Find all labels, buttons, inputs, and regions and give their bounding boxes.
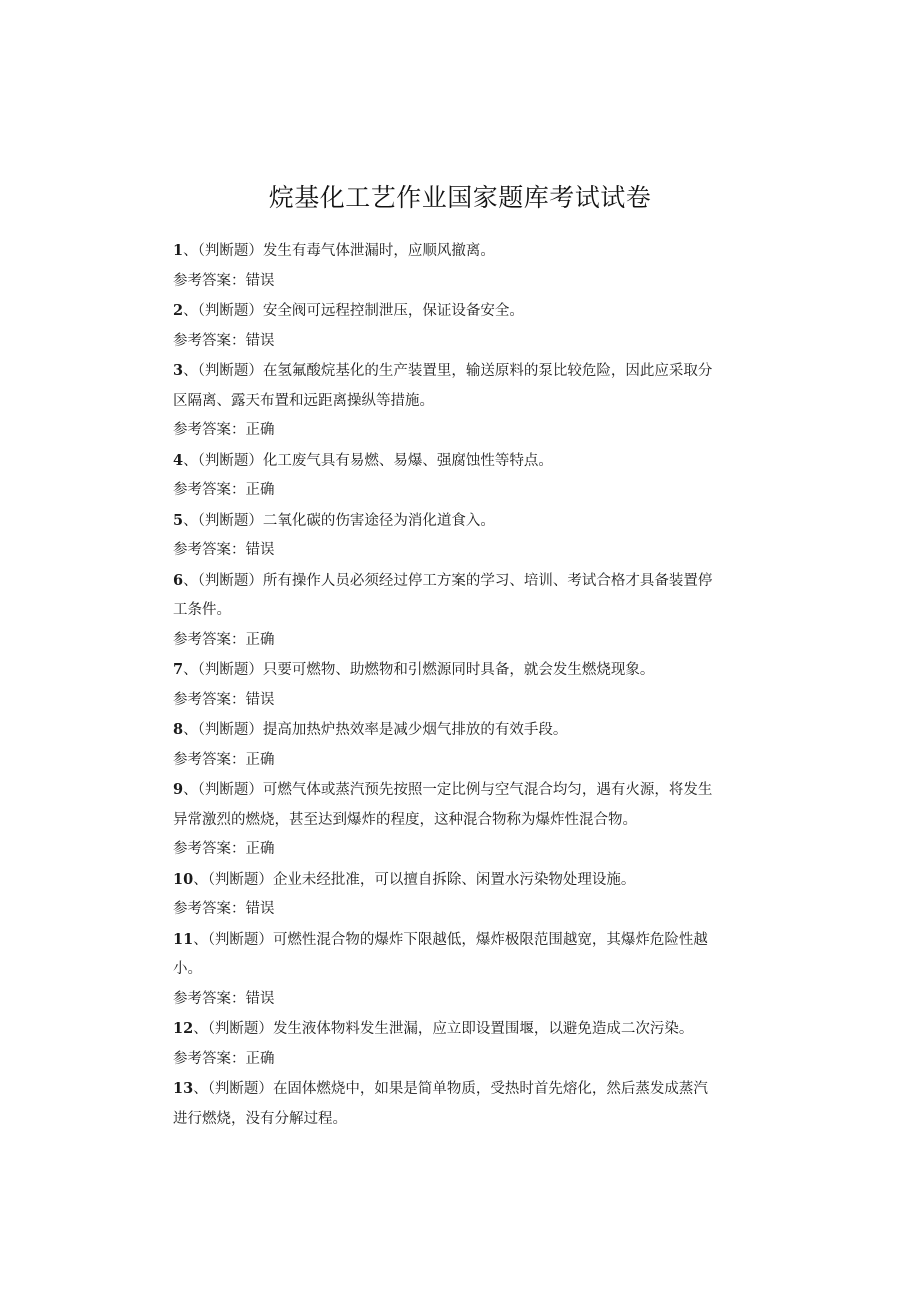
question-text <box>173 356 763 387</box>
question-line-text: 进行燃烧，没有分解过程。 <box>173 1110 347 1127</box>
answer-label: 参考答案： <box>173 841 246 857</box>
question-number: 11 <box>173 930 194 948</box>
question-text <box>173 925 763 956</box>
question-line-text: 所有操作人员必须经过停工方案的学习、培训、考试合格才具备装置停 <box>262 572 713 589</box>
answer-value: 正确 <box>245 482 275 498</box>
question-number: 13 <box>173 1080 194 1097</box>
question-number: 3 <box>173 362 184 379</box>
question-text <box>173 506 763 537</box>
question-item <box>173 356 763 446</box>
question-line-text: 区隔离、露天布置和远距离操纵等措施。 <box>173 392 434 409</box>
question-line-text: 工条件。 <box>173 602 231 618</box>
answer-value: 错误 <box>245 901 275 917</box>
answer-value: 错误 <box>245 542 275 558</box>
reference-answer <box>173 327 763 357</box>
question-type: （判断题） <box>197 303 263 319</box>
question-text-continued <box>173 387 763 417</box>
question-separator: 、 <box>193 1081 208 1097</box>
question-text <box>173 655 763 686</box>
question-text <box>173 566 763 597</box>
question-separator: 、 <box>183 782 198 798</box>
answer-label: 参考答案： <box>173 1050 246 1067</box>
question-number: 9 <box>173 781 184 798</box>
question-item <box>173 925 763 1015</box>
question-text <box>173 236 763 267</box>
reference-answer <box>173 267 763 297</box>
answer-value: 错误 <box>245 272 275 289</box>
question-separator: 、 <box>193 1021 208 1037</box>
question-type: （判断题） <box>207 1021 273 1037</box>
answer-label: 参考答案： <box>173 631 246 648</box>
answer-value: 正确 <box>245 751 275 768</box>
question-item <box>173 1074 763 1134</box>
question-item <box>173 566 763 656</box>
question-line-text: 在氢氟酸烷基化的生产装置里，输送原料的泵比较危险，因此应采取分 <box>262 363 713 379</box>
question-item <box>173 865 763 925</box>
reference-answer <box>173 746 763 776</box>
question-type: （判断题） <box>197 572 263 589</box>
question-number: 12 <box>173 1020 194 1037</box>
answer-value: 正确 <box>245 422 275 438</box>
answer-value: 错误 <box>245 691 275 708</box>
reference-answer <box>173 476 763 506</box>
question-number: 4 <box>173 451 184 469</box>
question-type: （判断题） <box>207 1081 273 1097</box>
question-text <box>173 865 763 896</box>
question-item <box>173 655 763 715</box>
reference-answer <box>173 536 763 566</box>
question-line-text: 小。 <box>173 961 202 977</box>
question-type: （判断题） <box>207 871 273 888</box>
question-type: （判断题） <box>197 782 263 798</box>
answer-label: 参考答案： <box>173 332 246 349</box>
question-line-text: 发生有毒气体泄漏时，应顺风撤离。 <box>262 243 495 259</box>
question-number: 8 <box>173 721 184 738</box>
question-type: （判断题） <box>197 243 263 259</box>
question-type: （判断题） <box>197 662 263 678</box>
question-line-text: 企业未经批准，可以擅自拆除、闲置水污染物处理设施。 <box>272 871 636 888</box>
document-title: 烷基化工艺作业国家题库考试试卷 <box>268 183 652 212</box>
question-text-continued <box>173 955 763 985</box>
question-line-text: 二氧化碳的伤害途径为消化道食入。 <box>262 512 495 529</box>
question-number: 7 <box>173 661 184 678</box>
question-separator: 、 <box>183 363 198 379</box>
reference-answer <box>173 835 763 865</box>
reference-answer <box>173 686 763 716</box>
question-type: （判断题） <box>197 363 263 379</box>
question-line-text: 化工废气具有易燃、易爆、强腐蚀性等特点。 <box>262 452 553 469</box>
question-line-text: 异常激烈的燃烧，甚至达到爆炸的程度，这种混合物称为爆炸性混合物。 <box>173 811 637 828</box>
answer-value: 正确 <box>245 631 275 648</box>
question-type: （判断题） <box>197 512 263 529</box>
question-item <box>173 715 763 775</box>
question-text <box>173 1074 763 1105</box>
question-line-text: 可燃气体或蒸汽预先按照一定比例与空气混合均匀，遇有火源，将发生 <box>262 782 713 798</box>
question-separator: 、 <box>183 512 198 529</box>
question-item <box>173 446 763 506</box>
question-item <box>173 296 763 356</box>
question-separator: 、 <box>183 303 198 319</box>
question-number: 1 <box>173 242 184 259</box>
question-number: 10 <box>173 870 194 888</box>
question-line-text: 安全阀可远程控制泄压，保证设备安全。 <box>262 303 524 319</box>
question-text <box>173 775 763 806</box>
question-item <box>173 775 763 865</box>
question-separator: 、 <box>183 243 198 259</box>
question-line-text: 可燃性混合物的爆炸下限越低，爆炸极限范围越宽，其爆炸危险性越 <box>272 931 708 948</box>
answer-label: 参考答案： <box>173 691 246 708</box>
answer-value: 错误 <box>245 332 275 349</box>
question-text <box>173 1014 763 1045</box>
question-text-continued <box>173 1105 763 1135</box>
reference-answer <box>173 895 763 925</box>
answer-label: 参考答案： <box>173 990 246 1007</box>
question-type: （判断题） <box>197 452 263 469</box>
question-number: 6 <box>173 571 184 589</box>
answer-label: 参考答案： <box>173 422 246 438</box>
answer-label: 参考答案： <box>173 901 246 917</box>
answer-value: 正确 <box>245 1050 275 1067</box>
question-line-text: 在固体燃烧中，如果是简单物质，受热时首先熔化，然后蒸发成蒸汽 <box>272 1081 708 1097</box>
question-item <box>173 236 763 296</box>
question-text <box>173 296 763 327</box>
question-text <box>173 446 763 477</box>
question-separator: 、 <box>183 452 198 469</box>
question-list <box>173 236 763 1134</box>
question-line-text: 发生液体物料发生泄漏，应立即设置围堰，以避免造成二次污染。 <box>272 1021 694 1037</box>
question-separator: 、 <box>183 662 198 678</box>
reference-answer <box>173 1045 763 1075</box>
question-text-continued <box>173 596 763 626</box>
answer-label: 参考答案： <box>173 482 246 498</box>
answer-label: 参考答案： <box>173 751 246 768</box>
question-type: （判断题） <box>207 931 273 948</box>
question-text <box>173 715 763 746</box>
question-separator: 、 <box>183 572 198 589</box>
answer-value: 错误 <box>245 990 275 1007</box>
reference-answer <box>173 416 763 446</box>
question-item <box>173 1014 763 1074</box>
question-separator: 、 <box>193 931 208 948</box>
question-line-text: 只要可燃物、助燃物和引燃源同时具备，就会发生燃烧现象。 <box>262 662 655 678</box>
question-number: 2 <box>173 302 184 319</box>
answer-label: 参考答案： <box>173 542 246 558</box>
question-text-continued <box>173 806 763 836</box>
question-separator: 、 <box>193 871 208 888</box>
question-type: （判断题） <box>197 722 263 738</box>
question-line-text: 提高加热炉热效率是减少烟气排放的有效手段。 <box>262 722 568 738</box>
question-number: 5 <box>173 511 184 529</box>
answer-label: 参考答案： <box>173 272 246 289</box>
question-item <box>173 506 763 566</box>
reference-answer <box>173 985 763 1015</box>
answer-value: 正确 <box>245 841 275 857</box>
reference-answer <box>173 626 763 656</box>
question-separator: 、 <box>183 722 198 738</box>
